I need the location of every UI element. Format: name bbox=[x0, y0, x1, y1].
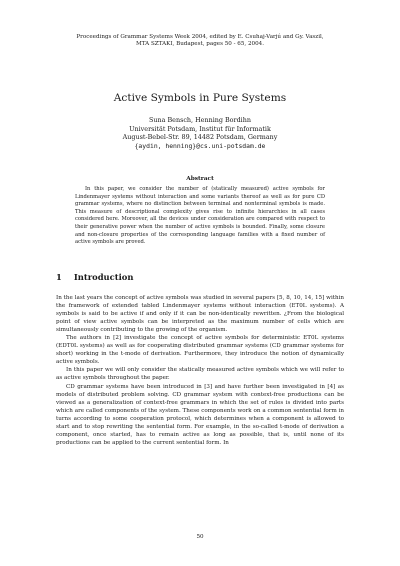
abstract-text: In this paper, we consider the number of (statically measured) active symbols for Lindenmayer systems without interaction and some variants thereof as well as for pure CD grammar systems, where no distinction between terminal and nonterminal symbols is made. This measure of descriptional complexity gives rise to infinite hierarchies in all cases considered here. Moreover, all the devices under consideration are compared with respect to their generative power when the number of active symbols is bounded. Finally, some closure and non-closure properties of the corresponding language families with a fixed number of active symbols are proved. bbox=[75, 186, 325, 246]
page-number: 50 bbox=[196, 534, 204, 540]
paper-title: Active Symbols in Pure Systems bbox=[113, 92, 287, 104]
proceedings-line-1: Proceedings of Grammar Systems Week 2004, edited by E. Csuhaj-Varjú and Gy. Vaszil, bbox=[76, 34, 324, 40]
section-body bbox=[56, 294, 344, 447]
address: August-Bebel-Str. 89, 14482 Potsdam, Germany bbox=[122, 133, 278, 142]
email: {aydin, henning}@cs.uni-potsdam.de bbox=[134, 141, 266, 150]
proceedings-header bbox=[56, 34, 344, 49]
affiliation: Universität Potsdam, Institut für Informatik bbox=[129, 124, 271, 133]
proceedings-line-2: MTA SZTAKI, Budapest, pages 50 - 65, 2004. bbox=[135, 41, 264, 48]
body-paragraph: The authors in [2] investigate the concept of active symbols for deterministic ET0L systems (EDT0L systems) as well as for cooperating distributed grammar systems (CD grammar systems for short) working in the t-mode of derivation. Furthermore, they introduce the notion of dynamically active symbols. bbox=[56, 335, 344, 366]
section-heading bbox=[56, 272, 344, 282]
author-names: Suna Bensch, Henning Bordihn bbox=[149, 116, 251, 124]
section-number: 1 bbox=[56, 272, 62, 282]
body-paragraph: In the last years the concept of active symbols was studied in several papers [5, 8, 10, 14, 15] within the framework of extended tabled Lindenmayer systems without interaction (ET0L systems). A symbols is said to be active if and only if it can be non-identically rewritten. ¿From the biological point of view active symbols can be interpreted as the maximum number of cells which are simultaneously contributing to the growing of the organism. bbox=[56, 295, 344, 334]
body-paragraph: CD grammar systems have been introduced in [3] and have further been investigated in [4] as models of distributed problem solving. CD grammar system with context-free productions can be viewed as a generalization of context-free grammars in which the set of rules is divided into parts which are called components of the system. These components work on a common sentential form in turns according to some cooperation protocol, which determines when a component is allowed to start and to stop rewriting the sentential form. For example, in the so-called t-mode of derivation a component, once started, has to remain active as long as possible, that is, until none of its productions can be applied to the current sentential form. In bbox=[56, 383, 344, 446]
abstract-heading: Abstract bbox=[186, 176, 214, 182]
body-paragraph: In this paper we will only consider the statically measured active symbols which we will refer to as active symbols throughout the paper. bbox=[56, 367, 344, 382]
author-block bbox=[56, 116, 344, 150]
section-title: Introduction bbox=[73, 272, 134, 282]
